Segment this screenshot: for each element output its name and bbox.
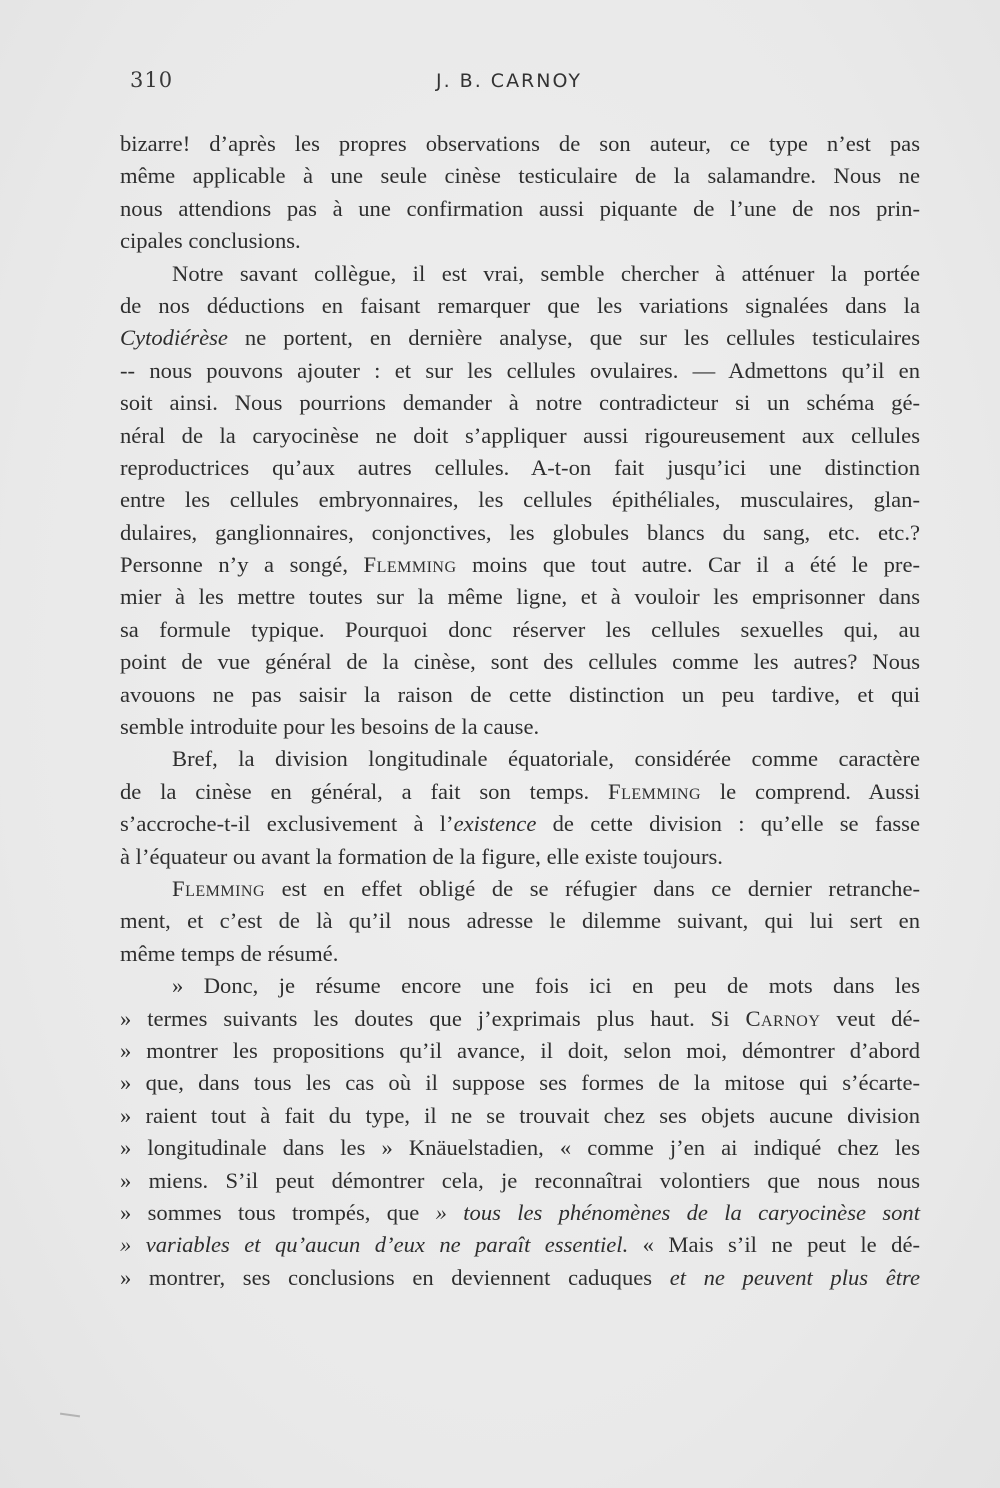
text-line: point de vue général de la cinèse, sont des cellules comme les autres? Nous bbox=[120, 649, 920, 675]
text-span: s’accroche-t-il exclusivement à l’ bbox=[120, 811, 454, 837]
quote-line: » montrer les propositions qu’il avance, il doit, selon moi, démontrer d’abord bbox=[120, 1037, 920, 1063]
quote-line: » raient tout à fait du type, il ne se trouvait chez ses objets aucune division bbox=[120, 1102, 920, 1128]
running-head: J. B. CARNOY bbox=[436, 70, 582, 92]
text-span: est en effet obligé de se réfugier dans ce dernier retranche- bbox=[265, 875, 920, 901]
text-line: soit ainsi. Nous pourrions demander à notre contradicteur si un schéma gé- bbox=[120, 390, 920, 416]
page-number: 310 bbox=[130, 68, 174, 92]
author-name: Flemming bbox=[172, 875, 266, 901]
text-line: de nos déductions en faisant remarquer que les variations signalées dans la bbox=[120, 292, 920, 318]
text-line: Bref, la division longitudinale équatoriale, considérée comme caractère bbox=[172, 746, 920, 772]
text-line: dulaires, ganglionnaires, conjonctives, les globules blancs du sang, etc. etc.? bbox=[120, 519, 920, 545]
text-line bbox=[120, 873, 920, 905]
text-span: veut dé- bbox=[820, 1005, 920, 1031]
italic-quote: et ne peuvent plus être bbox=[669, 1264, 920, 1290]
text-span: de la cinèse en général, a fait son temps. bbox=[120, 778, 608, 804]
text-line: mier à les mettre toutes sur la même ligne, et à vouloir les emprisonner dans bbox=[120, 584, 920, 610]
page-header bbox=[126, 64, 916, 104]
text-span: « Mais s’il ne peut le dé- bbox=[628, 1232, 920, 1258]
quote-line bbox=[120, 1003, 920, 1035]
italic-term: Cytodiérèse bbox=[120, 325, 228, 351]
author-name: Flemming bbox=[363, 552, 457, 578]
text-line: même temps de résumé. bbox=[120, 940, 339, 966]
quote-line: » miens. S’il peut démontrer cela, je reconnaîtrai volontiers que nous nous bbox=[120, 1167, 920, 1193]
text-line bbox=[120, 322, 920, 354]
text-span: moins que tout autre. Car il a été le pre- bbox=[456, 552, 920, 578]
quote-line bbox=[120, 1262, 920, 1294]
text-line: néral de la caryocinèse ne doit s’appliquer aussi rigoureusement aux cellules bbox=[120, 422, 920, 448]
text-span: de cette division : qu’elle se fasse bbox=[536, 811, 920, 837]
author-name: Flemming bbox=[608, 778, 702, 804]
text-line: ment, et c’est de là qu’il nous adresse le dilemme suivant, qui lui sert en bbox=[120, 908, 920, 934]
text-line: cipales conclusions. bbox=[120, 228, 301, 254]
text-line bbox=[120, 549, 920, 581]
quote-line bbox=[120, 1229, 920, 1261]
quote-line: » que, dans tous les cas où il suppose ses formes de la mitose qui s’écarte- bbox=[120, 1070, 920, 1096]
italic-quote: » variables et qu’aucun d’eux ne paraît essentiel. bbox=[120, 1232, 629, 1258]
text-line: à l’équateur ou avant la formation de la figure, elle existe toujours. bbox=[120, 843, 723, 869]
text-line: semble introduite pour les besoins de la cause. bbox=[120, 714, 540, 740]
text-line: avouons ne pas saisir la raison de cette distinction un peu tardive, et qui bbox=[120, 681, 920, 707]
text-span: le comprend. Aussi bbox=[701, 778, 920, 804]
quote-line: » Donc, je résume encore une fois ici en peu de mots dans les bbox=[172, 973, 920, 999]
author-name: Carnoy bbox=[745, 1005, 821, 1031]
text-span: ne portent, en dernière analyse, que sur les cellules testiculaires bbox=[227, 325, 920, 351]
text-line: reproductrices qu’aux autres cellules. A-t-on fait jusqu’ici une distinction bbox=[120, 454, 920, 480]
quote-line bbox=[120, 1197, 920, 1229]
text-line: Notre savant collègue, il est vrai, semble chercher à atténuer la portée bbox=[172, 260, 920, 286]
text-line: sa formule typique. Pourquoi donc réserver les cellules sexuelles qui, au bbox=[120, 616, 920, 642]
body-text bbox=[120, 128, 920, 1294]
margin-mark bbox=[60, 1413, 80, 1418]
text-line bbox=[120, 808, 920, 840]
text-line: nous attendions pas à une confirmation aussi piquante de l’une de nos prin- bbox=[120, 195, 920, 221]
text-span: Personne n’y a songé, bbox=[120, 552, 364, 578]
text-line: bizarre! d’après les propres observations de son auteur, ce type n’est pas bbox=[120, 131, 920, 156]
italic-quote: » tous les phénomènes de la caryocinèse sont bbox=[435, 1199, 921, 1225]
text-line: entre les cellules embryonnaires, les cellules épithéliales, musculaires, glan- bbox=[120, 487, 920, 513]
italic-term: existence bbox=[453, 811, 537, 837]
quote-line: » longitudinale dans les » Knäuelstadien, « comme j’en ai indiqué chez les bbox=[120, 1135, 920, 1161]
text-span: » sommes tous trompés, que bbox=[120, 1199, 436, 1225]
text-line: même applicable à une seule cinèse testiculaire de la salamandre. Nous ne bbox=[120, 163, 920, 189]
text-line: -- nous pouvons ajouter : et sur les cellules ovulaires. — Admettons qu’il en bbox=[120, 357, 920, 383]
text-line bbox=[120, 776, 920, 808]
text-span: » montrer, ses conclusions en deviennent caduques bbox=[120, 1264, 670, 1290]
text-span: » termes suivants les doutes que j’exprimais plus haut. Si bbox=[120, 1005, 746, 1031]
